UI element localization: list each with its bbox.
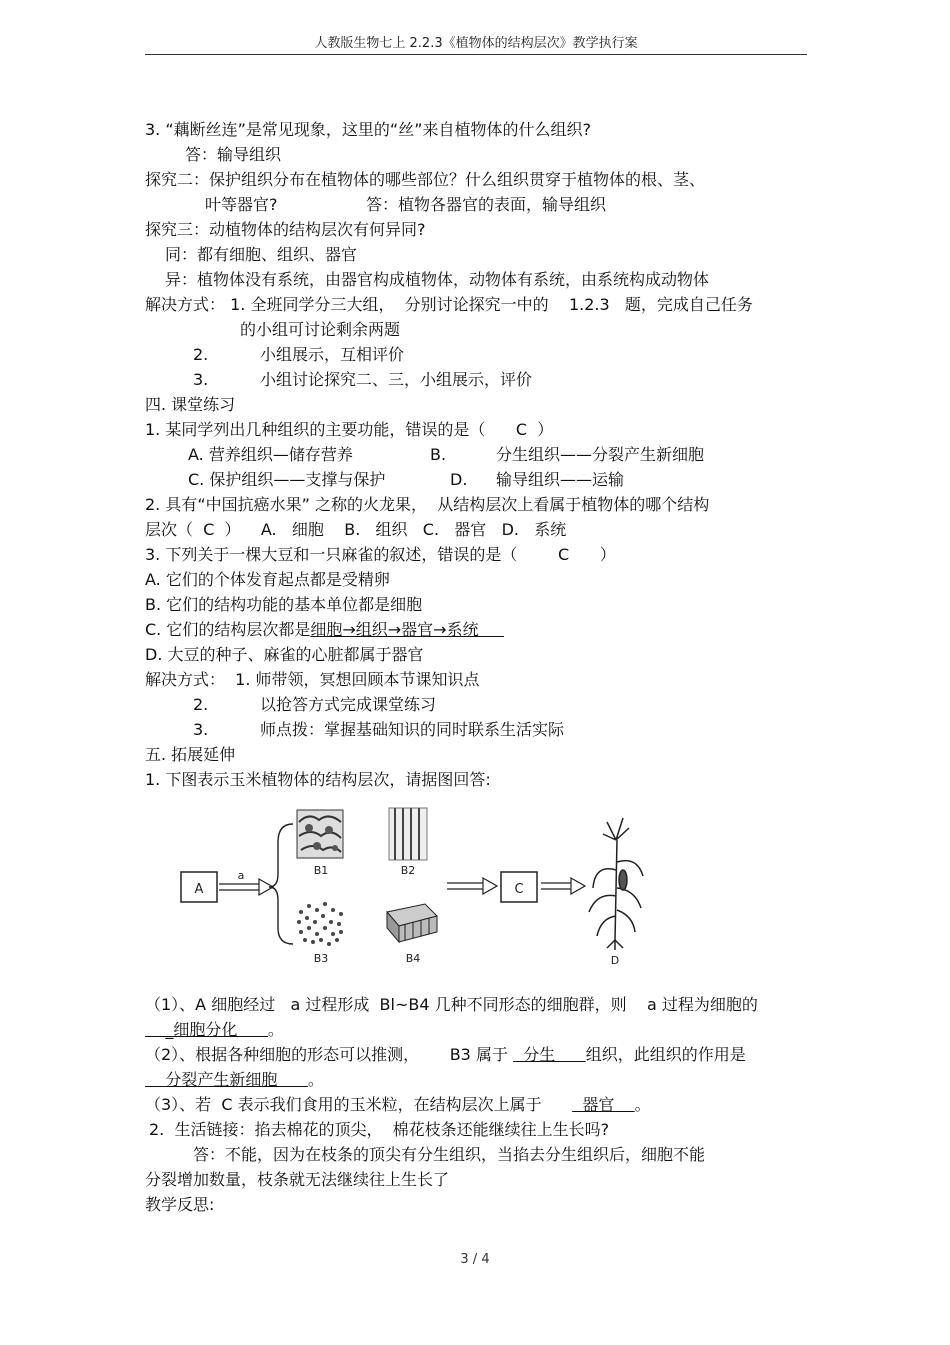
box-c xyxy=(501,872,537,902)
corn-structure-figure xyxy=(175,800,675,970)
period-2: 。 xyxy=(307,1070,324,1089)
b4-label: B4 xyxy=(405,952,421,965)
exercise-1: 1. 某同学列出几种组织的主要功能，错误的是（ C ） xyxy=(145,420,554,439)
method-1: 解决方式： 1. 全班同学分三大组， 分别讨论探究一中的 1.2.3 题，完成自己任务 xyxy=(145,295,753,314)
arrow-b-to-c xyxy=(447,878,497,894)
life-link: 2. 生活链接：掐去棉花的顶尖， 棉花枝条还能继续往上生长吗? xyxy=(149,1120,610,1139)
teaching-reflection: 教学反思: xyxy=(145,1195,215,1214)
exercise-1-option-b-label: B. xyxy=(430,445,447,464)
extension-q2-text-end: 组织，此组织的作用是 xyxy=(585,1045,746,1064)
header-rule xyxy=(145,54,807,55)
b1-image xyxy=(297,810,343,858)
method-b-3-num: 3. xyxy=(193,720,209,739)
exercise-3-option-d: D. 大豆的种子、麻雀的心脏都属于器官 xyxy=(145,645,424,664)
method-3-text: 小组讨论探究二、三，小组展示，评价 xyxy=(260,370,533,389)
method-2-text: 小组展示，互相评价 xyxy=(260,345,405,364)
arrow-c-to-d xyxy=(541,878,585,894)
b3-image xyxy=(297,902,343,946)
exercise-1-option-d: 输导组织——运输 xyxy=(496,470,625,489)
b1-label: B1 xyxy=(313,864,329,877)
method-b-2-num: 2. xyxy=(193,695,209,714)
exercise-2: 2. 具有“中国抗癌水果” 之称的火龙果， 从结构层次上看属于植物体的哪个结构 xyxy=(145,495,710,514)
exercise-3-option-a: A. 它们的个体发育起点都是受精卵 xyxy=(145,570,390,589)
answer-3: 答：输导组织 xyxy=(185,145,282,164)
extension-q2-text: （2）、根据各种细胞的形态可以推测， B3 属于 xyxy=(145,1045,514,1064)
arrow-a-label: a xyxy=(237,869,245,882)
arrow-a xyxy=(219,869,273,895)
extension-q1-answer xyxy=(145,1020,284,1040)
b3-label: B3 xyxy=(313,952,329,965)
explore-3: 探究三：动植物体的结构层次有何异同? xyxy=(145,220,426,239)
page-number: 3 / 4 xyxy=(460,1252,490,1267)
blank-divide-new-cells: 分裂产生新细胞 xyxy=(165,1070,308,1089)
period-3: 。 xyxy=(634,1095,651,1114)
explore-2: 探究二：保护组织分布在植物体的哪些部位？什么组织贯穿于植物体的根、茎、 xyxy=(145,170,706,189)
box-a-label: A xyxy=(194,882,204,897)
b2-label: B2 xyxy=(400,864,416,877)
exercise-3-option-b: B. 它们的结构功能的基本单位都是细胞 xyxy=(145,595,423,614)
exercise-1-option-d-label: D. xyxy=(450,470,468,489)
b2-image xyxy=(389,808,427,860)
box-c-label: C xyxy=(514,882,524,897)
period: 。 xyxy=(267,1020,284,1039)
d-label: D xyxy=(610,954,620,967)
method-b-2-text: 以抢答方式完成课堂练习 xyxy=(260,695,437,714)
question-3-lotus: 3. “藕断丝连”是常见现象，这里的“丝”来自植物体的什么组织? xyxy=(145,120,592,139)
extension-q3-text: （3）、若 C 表示我们食用的玉米粒，在结构层次上属于 xyxy=(145,1095,573,1114)
exercise-3-option-c-text: C. 它们的结构层次都是 xyxy=(145,620,311,639)
exercise-1-option-c: C. 保护组织——支撑与保护 xyxy=(188,470,386,489)
extension-1: 1. 下图表示玉米植物体的结构层次，请据图回答: xyxy=(145,770,491,789)
method-2-num: 2. xyxy=(193,345,209,364)
extension-q2-answer xyxy=(145,1070,324,1090)
page-header: 人教版生物七上 2.2.3《植物体的结构层次》教学执行案 xyxy=(314,36,638,51)
b4-image xyxy=(387,904,437,942)
blank-cell-differentiation: 细胞分化 xyxy=(173,1020,268,1039)
explore-2-cont: 叶等器官? xyxy=(205,195,278,214)
blank-pre-2 xyxy=(145,1070,165,1089)
explore-3-same: 同：都有细胞、组织、器官 xyxy=(165,245,358,264)
section-4-heading: 四. 课堂练习 xyxy=(145,395,236,414)
exercise-2-options: 层次（ C ） A. 细胞 B. 组织 C. 器官 D. 系统 xyxy=(145,520,567,539)
exercise-1-option-b: 分生组织——分裂产生新细胞 xyxy=(496,445,705,464)
extension-q1: （1）、A 细胞经过 a 过程形成 Bl~B4 几种不同形态的细胞群，则 a 过程为细胞的 xyxy=(145,995,758,1014)
blank-pre: _ xyxy=(145,1020,174,1039)
exercise-1-option-a: A. 营养组织—储存营养 xyxy=(188,445,353,464)
method-3-num: 3. xyxy=(193,370,209,389)
method-b-3-text: 师点拨：掌握基础知识的同时联系生活实际 xyxy=(260,720,565,739)
exercise-3-option-c xyxy=(145,620,504,640)
life-link-answer-cont: 分裂增加数量，枝条就无法继续往上生长了 xyxy=(145,1170,450,1189)
corn-plant-image xyxy=(589,818,643,950)
explore-2-answer: 答：植物各器官的表面，输导组织 xyxy=(366,195,607,214)
explore-3-diff: 异：植物体没有系统，由器官构成植物体，动物体有系统，由系统构成动物体 xyxy=(165,270,710,289)
exercise-3-option-c-chain: 细胞→组织→器官→系统 xyxy=(310,620,505,639)
exercise-3: 3. 下列关于一棵大豆和一只麻雀的叙述，错误的是（ C ） xyxy=(145,545,616,564)
section-5-heading: 五. 拓展延伸 xyxy=(145,745,236,764)
extension-q2 xyxy=(145,1045,746,1065)
method-1-cont: 的小组可讨论剩余两题 xyxy=(240,320,401,339)
extension-q3 xyxy=(145,1095,651,1115)
life-link-answer: 答：不能，因为在枝条的顶尖有分生组织，当掐去分生组织后，细胞不能 xyxy=(193,1145,706,1164)
brace xyxy=(269,824,293,944)
blank-organ: 器官 xyxy=(572,1095,635,1114)
blank-meristem: 分生 xyxy=(513,1045,586,1064)
box-a xyxy=(181,872,217,902)
method-b-1: 解决方式： 1. 师带领，冥想回顾本节课知识点 xyxy=(145,670,480,689)
